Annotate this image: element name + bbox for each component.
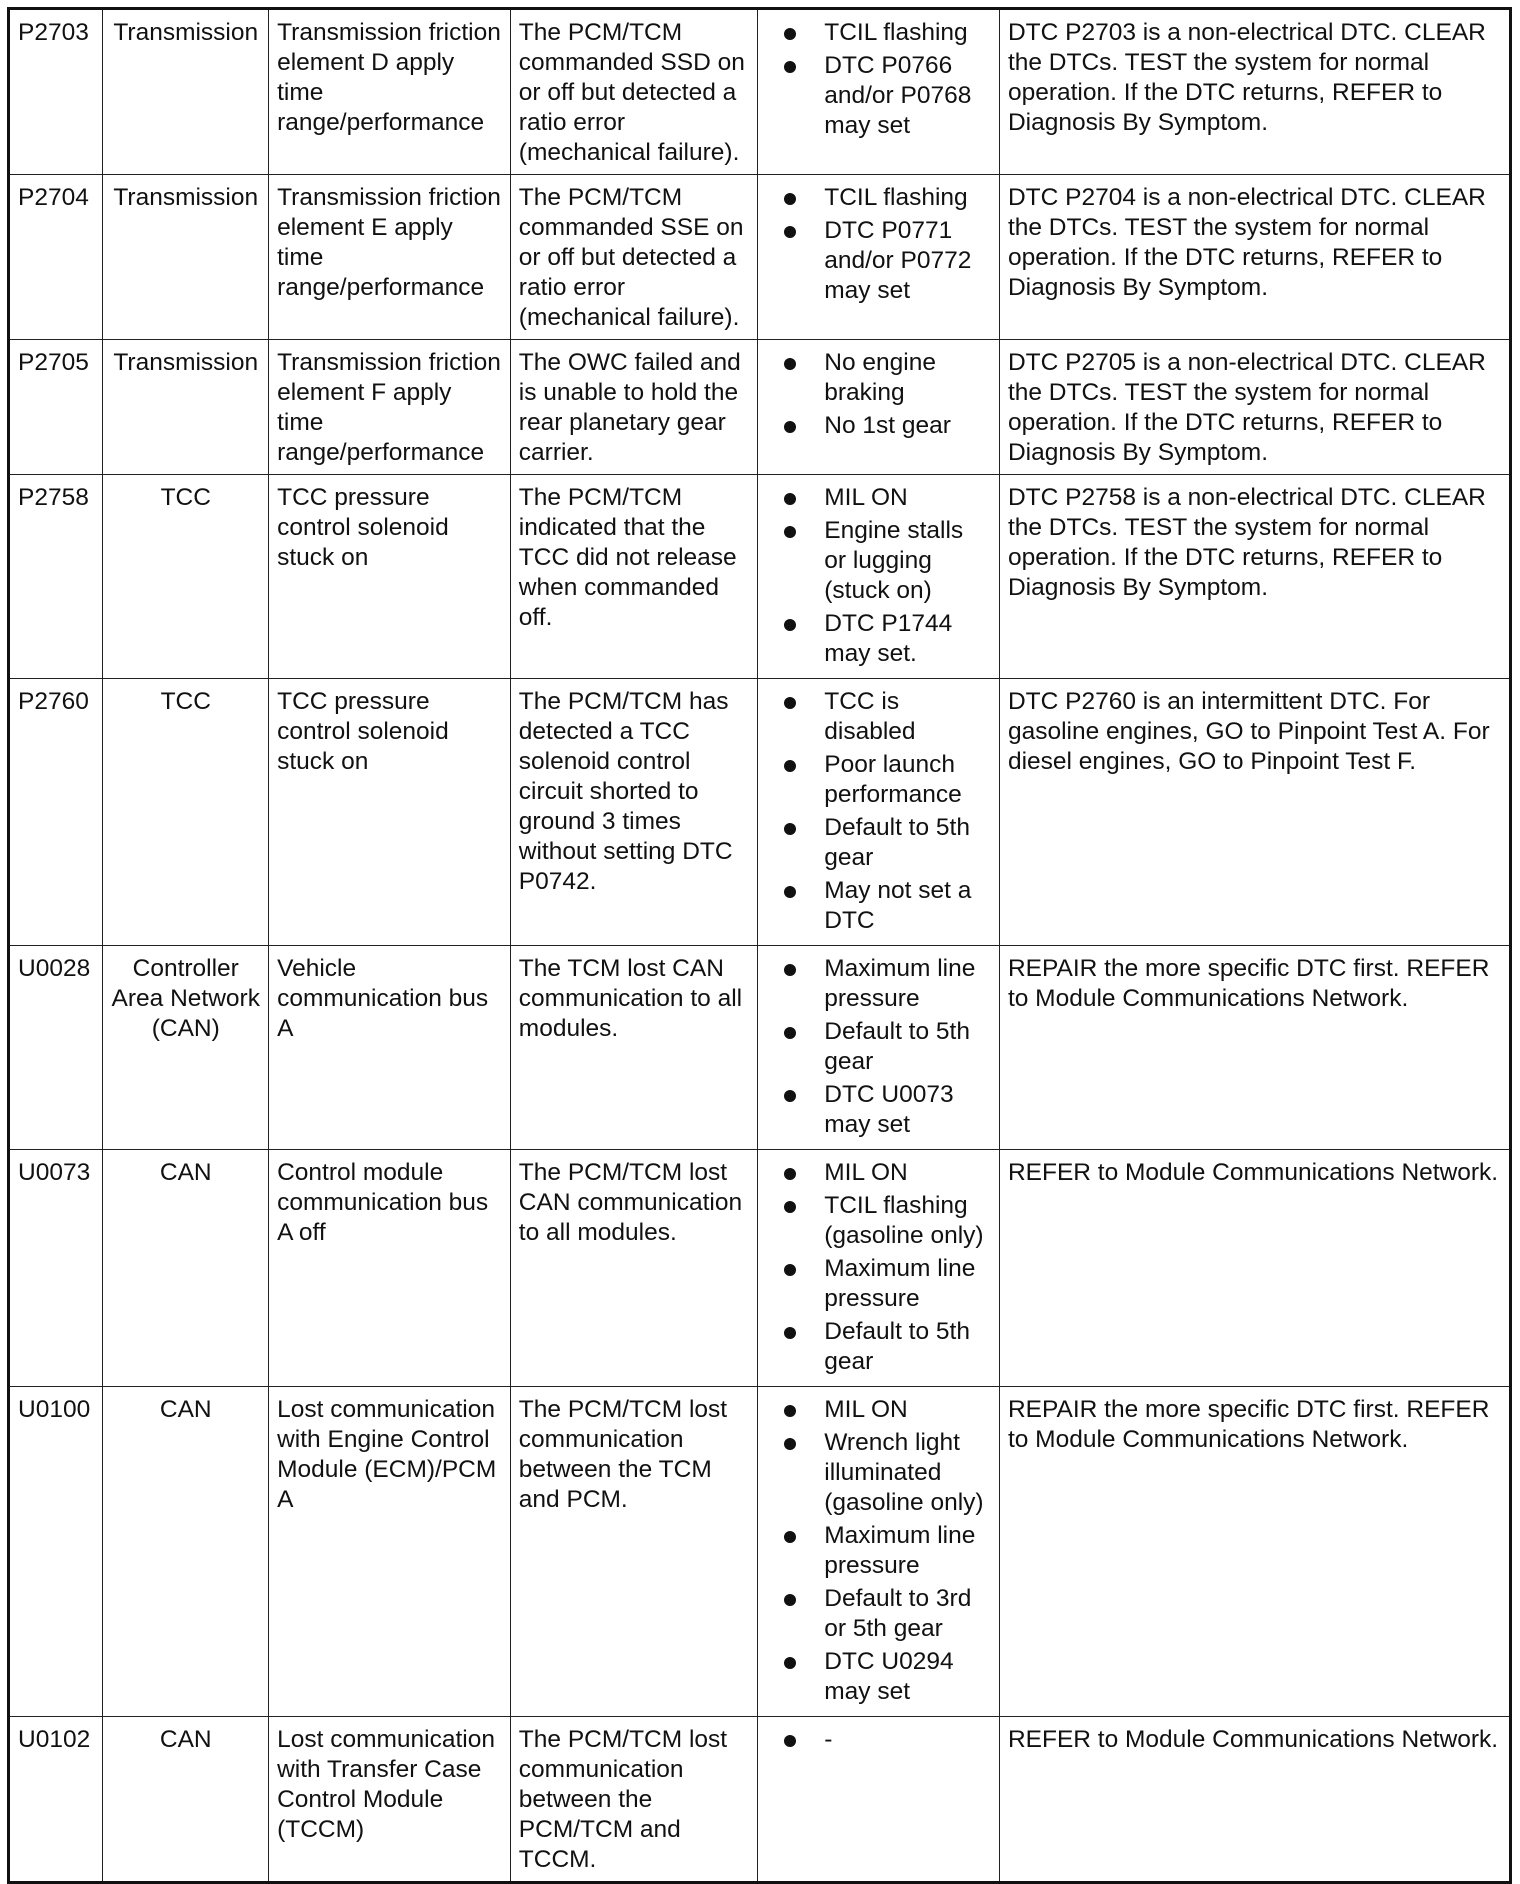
- symptom-item: Poor launch performance: [766, 750, 991, 810]
- symptom-item: TCIL flashing: [766, 183, 991, 213]
- symptom-item: MIL ON: [766, 483, 991, 513]
- system-cell: CAN: [103, 1387, 269, 1717]
- symptom-item: Default to 5th gear: [766, 813, 991, 873]
- table-row: [9, 340, 1511, 475]
- action-cell: DTC P2703 is a non-electrical DTC. CLEAR the DTCs. TEST the system for normal operation. If the DTC returns, REFER to Diagnosis By Symptom.: [999, 9, 1510, 175]
- symptom-item: Engine stalls or lugging (stuck on): [766, 516, 991, 606]
- condition-cell: The PCM/TCM commanded SSE on or off but detected a ratio error (mechanical failure).: [510, 175, 757, 340]
- table-row: [9, 9, 1511, 175]
- symptoms-cell: [758, 9, 1000, 175]
- symptom-item: Maximum line pressure: [766, 954, 991, 1014]
- dtc-code-cell: P2705: [9, 340, 103, 475]
- action-cell: REFER to Module Communications Network.: [999, 1717, 1510, 1883]
- symptom-item: Maximum line pressure: [766, 1254, 991, 1314]
- description-cell: Vehicle communication bus A: [269, 946, 511, 1150]
- condition-cell: The TCM lost CAN communication to all modules.: [510, 946, 757, 1150]
- table-row: [9, 475, 1511, 679]
- symptom-item: DTC U0294 may set: [766, 1647, 991, 1707]
- action-cell: DTC P2704 is a non-electrical DTC. CLEAR the DTCs. TEST the system for normal operation. If the DTC returns, REFER to Diagnosis By Symptom.: [999, 175, 1510, 340]
- dtc-code-cell: P2760: [9, 679, 103, 946]
- table-row: [9, 1387, 1511, 1717]
- dtc-code-cell: U0073: [9, 1150, 103, 1387]
- symptom-list: [766, 1395, 991, 1707]
- symptom-list: [766, 1158, 991, 1377]
- action-cell: REFER to Module Communications Network.: [999, 1150, 1510, 1387]
- symptom-item: Default to 5th gear: [766, 1017, 991, 1077]
- description-cell: Lost communication with Transfer Case Control Module (TCCM): [269, 1717, 511, 1883]
- symptoms-cell: [758, 340, 1000, 475]
- symptom-item: MIL ON: [766, 1395, 991, 1425]
- symptom-item: Default to 3rd or 5th gear: [766, 1584, 991, 1644]
- description-cell: Control module communication bus A off: [269, 1150, 511, 1387]
- condition-cell: The PCM/TCM has detected a TCC solenoid control circuit shorted to ground 3 times without setting DTC P0742.: [510, 679, 757, 946]
- symptom-item: Default to 5th gear: [766, 1317, 991, 1377]
- table-row: [9, 679, 1511, 946]
- symptom-item: DTC P0766 and/or P0768 may set: [766, 51, 991, 141]
- symptom-list: [766, 1725, 991, 1755]
- symptoms-cell: [758, 1387, 1000, 1717]
- symptom-item: -: [766, 1725, 991, 1755]
- description-cell: TCC pressure control solenoid stuck on: [269, 475, 511, 679]
- dtc-code-cell: U0028: [9, 946, 103, 1150]
- system-cell: CAN: [103, 1717, 269, 1883]
- description-cell: TCC pressure control solenoid stuck on: [269, 679, 511, 946]
- condition-cell: The PCM/TCM lost communication between the TCM and PCM.: [510, 1387, 757, 1717]
- dtc-code-cell: U0100: [9, 1387, 103, 1717]
- symptoms-cell: [758, 175, 1000, 340]
- symptom-list: [766, 183, 991, 306]
- symptom-item: TCIL flashing: [766, 18, 991, 48]
- description-cell: Lost communication with Engine Control Module (ECM)/PCM A: [269, 1387, 511, 1717]
- symptom-item: DTC P0771 and/or P0772 may set: [766, 216, 991, 306]
- dtc-table: [7, 7, 1512, 1884]
- symptom-item: TCIL flashing (gasoline only): [766, 1191, 991, 1251]
- action-cell: DTC P2758 is a non-electrical DTC. CLEAR the DTCs. TEST the system for normal operation. If the DTC returns, REFER to Diagnosis By Symptom.: [999, 475, 1510, 679]
- symptom-item: MIL ON: [766, 1158, 991, 1188]
- action-cell: REPAIR the more specific DTC first. REFER to Module Communications Network.: [999, 946, 1510, 1150]
- symptom-item: DTC P1744 may set.: [766, 609, 991, 669]
- symptom-list: [766, 18, 991, 141]
- table-row: [9, 175, 1511, 340]
- dtc-code-cell: U0102: [9, 1717, 103, 1883]
- symptoms-cell: [758, 1717, 1000, 1883]
- description-cell: Transmission friction element F apply time range/performance: [269, 340, 511, 475]
- dtc-table-body: [9, 9, 1511, 1883]
- action-cell: DTC P2705 is a non-electrical DTC. CLEAR the DTCs. TEST the system for normal operation. If the DTC returns, REFER to Diagnosis By Symptom.: [999, 340, 1510, 475]
- symptom-item: DTC U0073 may set: [766, 1080, 991, 1140]
- symptom-list: [766, 954, 991, 1140]
- symptom-item: Maximum line pressure: [766, 1521, 991, 1581]
- condition-cell: The OWC failed and is unable to hold the rear planetary gear carrier.: [510, 340, 757, 475]
- table-row: [9, 946, 1511, 1150]
- system-cell: Transmission: [103, 175, 269, 340]
- description-cell: Transmission friction element E apply time range/performance: [269, 175, 511, 340]
- system-cell: TCC: [103, 475, 269, 679]
- system-cell: TCC: [103, 679, 269, 946]
- symptom-list: [766, 687, 991, 936]
- symptoms-cell: [758, 1150, 1000, 1387]
- symptoms-cell: [758, 475, 1000, 679]
- system-cell: CAN: [103, 1150, 269, 1387]
- dtc-code-cell: P2703: [9, 9, 103, 175]
- symptom-item: No engine braking: [766, 348, 991, 408]
- symptoms-cell: [758, 946, 1000, 1150]
- description-cell: Transmission friction element D apply time range/performance: [269, 9, 511, 175]
- symptoms-cell: [758, 679, 1000, 946]
- action-cell: REPAIR the more specific DTC first. REFER to Module Communications Network.: [999, 1387, 1510, 1717]
- system-cell: Controller Area Network (CAN): [103, 946, 269, 1150]
- dtc-code-cell: P2704: [9, 175, 103, 340]
- action-cell: DTC P2760 is an intermittent DTC. For gasoline engines, GO to Pinpoint Test A. For diesel engines, GO to Pinpoint Test F.: [999, 679, 1510, 946]
- system-cell: Transmission: [103, 340, 269, 475]
- symptom-item: No 1st gear: [766, 411, 991, 441]
- symptom-list: [766, 348, 991, 441]
- symptom-item: Wrench light illuminated (gasoline only): [766, 1428, 991, 1518]
- condition-cell: The PCM/TCM commanded SSD on or off but detected a ratio error (mechanical failure).: [510, 9, 757, 175]
- table-row: [9, 1717, 1511, 1883]
- table-row: [9, 1150, 1511, 1387]
- condition-cell: The PCM/TCM lost communication between the PCM/TCM and TCCM.: [510, 1717, 757, 1883]
- system-cell: Transmission: [103, 9, 269, 175]
- symptom-item: TCC is disabled: [766, 687, 991, 747]
- condition-cell: The PCM/TCM indicated that the TCC did not release when commanded off.: [510, 475, 757, 679]
- symptom-list: [766, 483, 991, 669]
- dtc-code-cell: P2758: [9, 475, 103, 679]
- condition-cell: The PCM/TCM lost CAN communication to all modules.: [510, 1150, 757, 1387]
- symptom-item: May not set a DTC: [766, 876, 991, 936]
